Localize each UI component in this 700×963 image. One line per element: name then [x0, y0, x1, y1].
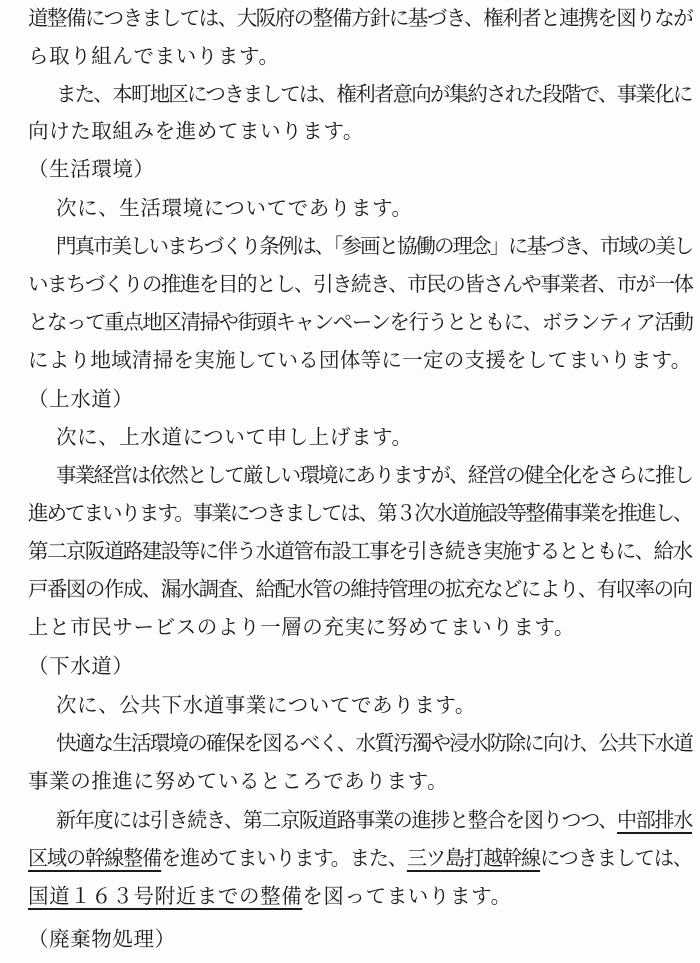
text-line: 次に、公共下水道事業についてであります。	[56, 693, 476, 717]
section-heading-water-supply: （上水道）	[28, 387, 134, 411]
text-line: 戸番図の作成、漏水調査、給配水管の維持管理の拡充などにより、有収率の向	[28, 577, 692, 601]
text-line: 向けた取組みを進めてまいります。	[28, 119, 364, 143]
text-span: 新年度には引き続き、第二京阪道路事業の進捗と整合を図りつつ、	[56, 808, 617, 832]
underlined-text: 区域の幹線整備	[28, 846, 162, 870]
text-line: 道整備につきましては、大阪府の整備方針に基づき、権利者と連携を図りなが	[28, 6, 693, 30]
text-span: を進めてまいります。また、	[161, 846, 407, 870]
text-line: また、本町地区につきましては、権利者意向が集約された段階で、事業化に	[56, 82, 692, 106]
text-line: 快適な生活環境の確保を図るべく、水質汚濁や浸水防除に向け、公共下水道	[56, 731, 693, 755]
text-line: 第二京阪道路建設等に伴う水道管布設工事を引き続き実施するとともに、給水	[28, 539, 692, 563]
text-line: 次に、生活環境についてであります。	[56, 196, 413, 220]
section-heading-sewerage: （下水道）	[28, 654, 134, 678]
text-line: ら取り組んでまいります。	[28, 44, 280, 68]
text-line-underlined	[28, 845, 692, 871]
underlined-text: 中部排水	[616, 808, 692, 832]
text-line: により地域清掃を実施している団体等に一定の支援をしてまいります。	[28, 348, 692, 372]
text-line: 上と市民サービスのより一層の充実に努めてまいります。	[28, 615, 575, 639]
underlined-text: 国道１６３号附近までの整備	[28, 884, 303, 908]
text-span: につきましては、	[540, 846, 692, 870]
section-heading-waste-disposal: （廃棄物処理）	[28, 927, 176, 951]
text-line: 門真市美しいまちづくり条例は、「参画と協働の理念」に基づき、市域の美し	[56, 234, 693, 258]
text-line-underlined	[56, 807, 692, 833]
text-line-underlined	[28, 883, 512, 909]
section-heading-living-environment: （生活環境）	[28, 157, 155, 181]
text-line: いまちづくりの推進を目的とし、引き続き、市民の皆さんや事業者、市が一体	[28, 272, 693, 296]
text-line: 事業の推進に努めているところであります。	[28, 769, 449, 793]
text-line: 事業経営は依然として厳しい環境にありますが、経営の健全化をさらに推し	[56, 463, 693, 487]
text-line: となって重点地区清掃や街頭キャンペーンを行うとともに、ボランティア活動	[28, 310, 693, 334]
text-line: 次に、上水道について申し上げます。	[56, 425, 413, 449]
underlined-text: 三ツ島打越幹線	[406, 846, 541, 870]
text-span: を図ってまいります。	[302, 884, 512, 908]
text-line: 進めてまいります。事業につきましては、第３次水道施設等整備事業を推進し、	[28, 501, 692, 525]
